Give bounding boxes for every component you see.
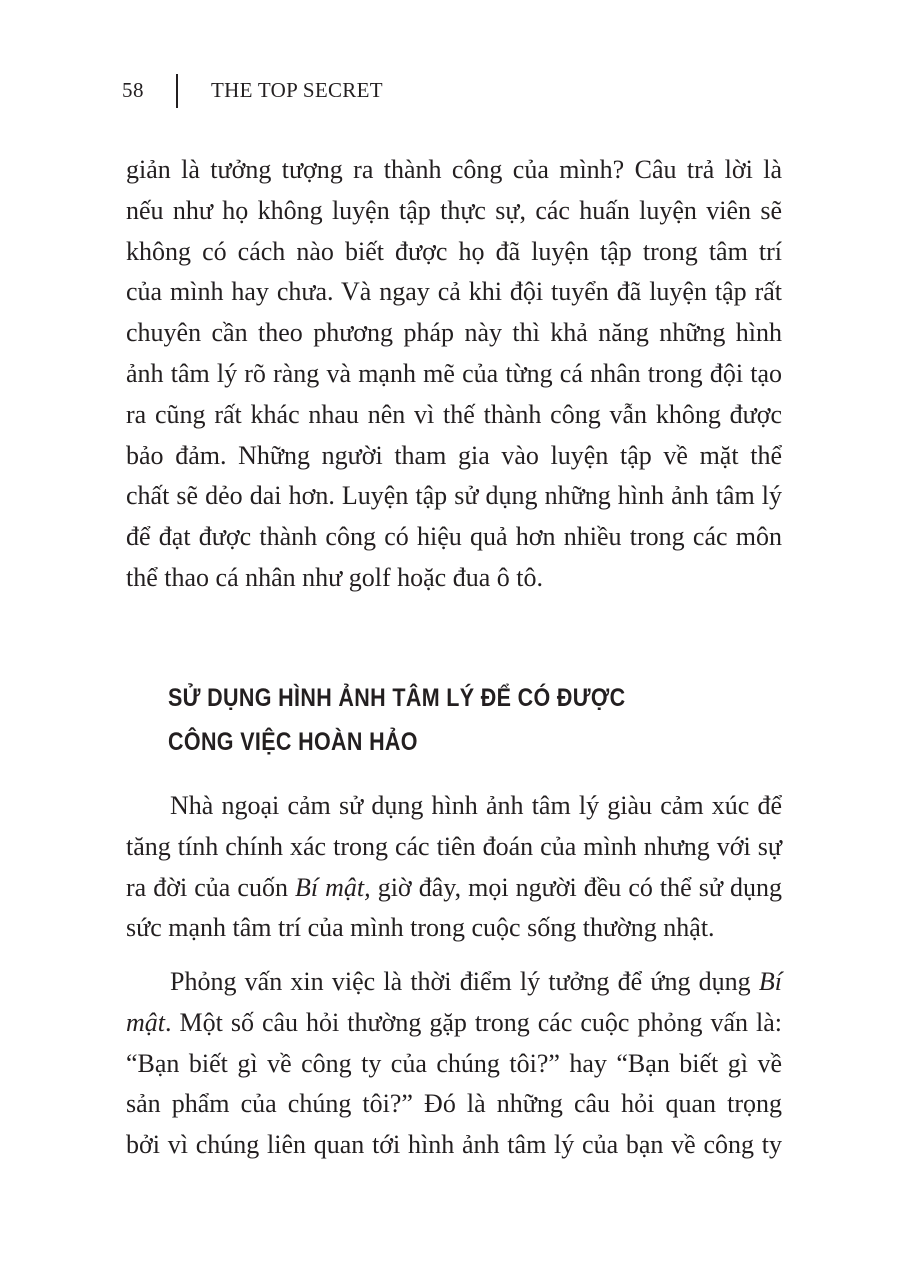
text-run: ra đời của cuốn bbox=[126, 872, 295, 902]
text-line: giản là tưởng tượng ra thành công của mình? Câu trả lời là bbox=[126, 155, 782, 184]
book-title: Bí bbox=[758, 967, 782, 996]
text-run: giờ đây, mọi người đều có thể sử dụng bbox=[370, 872, 782, 902]
text-line: sức mạnh tâm trí của mình trong cuộc sống thường nhật. bbox=[126, 913, 715, 943]
page-number: 58 bbox=[122, 78, 144, 102]
section-heading bbox=[168, 676, 788, 764]
text-line: của mình hay chưa. Và ngay cả khi đội tuyển đã luyện tập rất bbox=[126, 277, 782, 307]
text-line: ra cũng rất khác nhau nên vì thế thành công vẫn không được bbox=[126, 399, 782, 429]
page-header bbox=[0, 74, 910, 110]
text-run: . Một số câu hỏi thường gặp trong các cuộc phỏng vấn là: bbox=[165, 1007, 782, 1037]
header-divider bbox=[176, 74, 178, 108]
paragraph-2 bbox=[126, 786, 782, 949]
text-line: “Bạn biết gì về công ty của chúng tôi?” hay “Bạn biết gì về bbox=[126, 1048, 782, 1078]
book-title: mật bbox=[126, 1007, 165, 1037]
text-line: tăng tính chính xác trong các tiên đoán của mình nhưng với sự bbox=[126, 831, 782, 861]
text-line bbox=[126, 962, 782, 1003]
text-line: ảnh tâm lý rõ ràng và mạnh mẽ của từng cá nhân trong đội tạo bbox=[126, 358, 782, 388]
text-line: để đạt được thành công có hiệu quả hơn nhiều trong các môn bbox=[126, 522, 782, 552]
text-line: bảo đảm. Những người tham gia vào luyện tập về mặt thể bbox=[126, 440, 782, 470]
text-run: Phỏng vấn xin việc là thời điểm lý tưởng để ứng dụng bbox=[170, 967, 759, 996]
paragraph-3 bbox=[126, 962, 782, 1166]
text-line: thể thao cá nhân như golf hoặc đua ô tô. bbox=[126, 562, 543, 592]
text-line bbox=[126, 868, 782, 909]
text-line: sản phẩm của chúng tôi?” Đó là những câu hỏi quan trọng bbox=[126, 1089, 782, 1119]
section-heading-line-1: SỬ DỤNG HÌNH ẢNH TÂM LÝ ĐỂ CÓ ĐƯỢC bbox=[168, 684, 626, 712]
text-line bbox=[126, 1003, 782, 1044]
paragraph-1 bbox=[126, 150, 782, 599]
text-line: không có cách nào biết được họ đã luyện tập trong tâm trí bbox=[126, 236, 782, 266]
text-line: nếu như họ không luyện tập thực sự, các huấn luyện viên sẽ bbox=[126, 195, 782, 225]
text-line: chất sẽ dẻo dai hơn. Luyện tập sử dụng những hình ảnh tâm lý bbox=[126, 481, 782, 511]
text-line: chuyên cần theo phương pháp này thì khả năng những hình bbox=[126, 318, 782, 348]
section-heading-line-2: CÔNG VIỆC HOÀN HẢO bbox=[168, 728, 418, 756]
text-line: bởi vì chúng liên quan tới hình ảnh tâm lý của bạn về công ty bbox=[126, 1130, 782, 1160]
book-title: Bí mật, bbox=[295, 872, 371, 902]
running-title: THE TOP SECRET bbox=[211, 78, 383, 102]
text-line: Nhà ngoại cảm sử dụng hình ảnh tâm lý giàu cảm xúc để bbox=[170, 791, 782, 820]
